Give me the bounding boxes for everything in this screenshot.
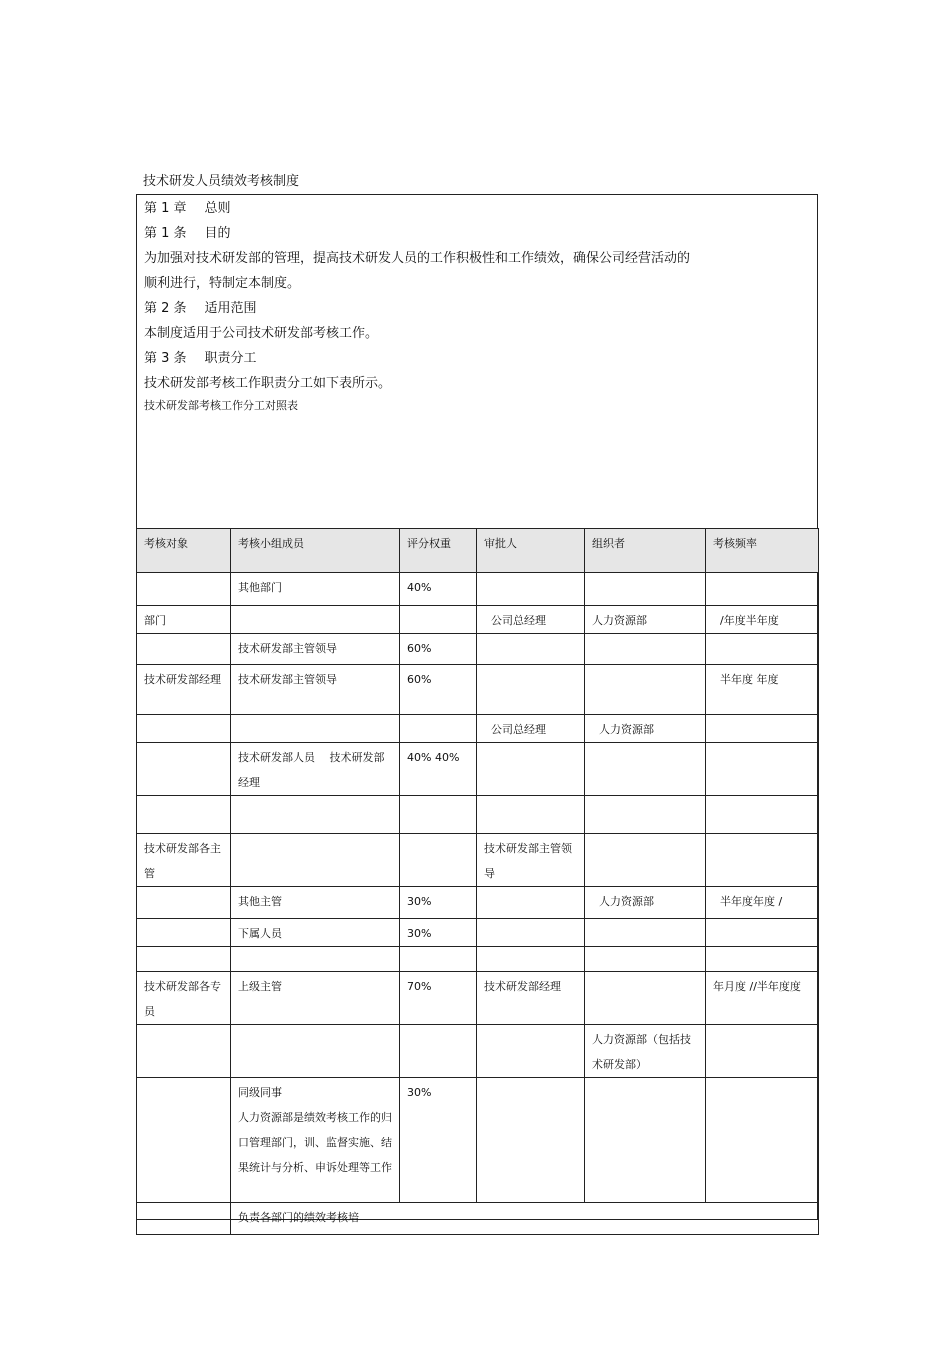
table-row [137,1025,819,1078]
table-row [137,972,819,1025]
table-cell [585,573,706,606]
table-cell [706,796,819,834]
table-cell [585,634,706,665]
table-cell [400,1025,477,1078]
table-cell [585,919,706,947]
table-cell [137,887,231,919]
header-cell: 考核频率 [706,529,819,573]
table-cell: /年度半年度 [706,606,819,634]
header-cell: 评分权重 [400,529,477,573]
table-cell [706,573,819,606]
table-cell [706,947,819,972]
table-cell [137,573,231,606]
table-cell: 60% [400,634,477,665]
table-cell [477,796,585,834]
table-cell [706,743,819,796]
table-cell: 40% 40% [400,743,477,796]
duty-table [136,528,819,1235]
table-cell: 30% [400,919,477,947]
table-row [137,665,819,715]
table-cell [231,947,400,972]
table-row [137,573,819,606]
table-cell [477,743,585,796]
table-cell [477,634,585,665]
table-cell: 公司总经理 [477,606,585,634]
table-row [137,1203,819,1235]
table-cell: 半年度年度 / [706,887,819,919]
table-cell: 40% [400,573,477,606]
table-cell [585,665,706,715]
table-cell [585,1078,706,1203]
table-cell: 人力资源部 [585,715,706,743]
table-cell [137,919,231,947]
table-cell [706,1078,819,1203]
table-cell [400,796,477,834]
table-cell [477,1025,585,1078]
table-row [137,606,819,634]
table-cell: 30% [400,887,477,919]
table-cell: 技术研发部各主管 [137,834,231,887]
document-title: 技术研发人员绩效考核制度 [143,174,300,189]
scope-text: 本制度适用于公司技术研发部考核工作。 [144,326,379,341]
table-cell: 人力资源部 [585,606,706,634]
table-cell: 技术研发部经理 [137,665,231,715]
table-cell [585,947,706,972]
table-cell [585,972,706,1025]
intro-section [137,195,817,529]
table-cell [137,634,231,665]
table-cell: 30% [400,1078,477,1203]
table-cell [137,1203,231,1235]
duty-text: 技术研发部考核工作职责分工如下表所示。 [144,376,392,391]
table-cell [137,1078,231,1203]
header-cell: 组织者 [585,529,706,573]
table-cell: 技术研发部主管领导 [231,665,400,715]
table-cell: 下属人员 [231,919,400,947]
table-cell [231,796,400,834]
table-cell [706,1025,819,1078]
table-cell: 技术研发部人员 技术研发部经理 [231,743,400,796]
table-cell: 人力资源部（包括技术研发部） [585,1025,706,1078]
table-row [137,919,819,947]
header-cell: 考核小组成员 [231,529,400,573]
header-cell: 审批人 [477,529,585,573]
table-cell: 人力资源部 [585,887,706,919]
table-row [137,947,819,972]
table-cell [137,947,231,972]
table-cell: 技术研发部经理 [477,972,585,1025]
table-cell [137,1025,231,1078]
table-cell [477,573,585,606]
table-cell: 部门 [137,606,231,634]
header-cell: 考核对象 [137,529,231,573]
table-cell [137,796,231,834]
table-cell: 70% [400,972,477,1025]
table-row [137,1078,819,1203]
purpose-text-line2: 顺利进行，特制定本制度。 [144,276,301,291]
table-cell [477,1078,585,1203]
article-2-heading: 第 2 条 适用范围 [144,301,257,316]
chapter-heading: 第 1 章 总则 [144,201,231,216]
table-cell [706,634,819,665]
table-cell [706,715,819,743]
table-row [137,743,819,796]
table-cell [585,743,706,796]
table-cell: 公司总经理 [477,715,585,743]
table-cell: 其他主管 [231,887,400,919]
article-3-heading: 第 3 条 职责分工 [144,351,257,366]
table-cell [400,834,477,887]
table-cell [477,887,585,919]
table-cell [477,947,585,972]
table-cell [231,715,400,743]
table-cell [400,606,477,634]
table-row [137,634,819,665]
document-frame [136,194,818,1224]
table-cell [231,1025,400,1078]
table-cell-last-row-text: 负责各部门的绩效考核培 [231,1203,819,1235]
table-cell [231,606,400,634]
table-cell: 技术研发部主管领导 [231,634,400,665]
table-cell [706,834,819,887]
table-cell: 半年度 年度 [706,665,819,715]
table-cell [585,796,706,834]
article-1-heading: 第 1 条 目的 [144,226,231,241]
table-cell [400,947,477,972]
table-row [137,796,819,834]
table-cell: 上级主管 [231,972,400,1025]
table-cell: 年月度 //半年度度 [706,972,819,1025]
table-cell [137,715,231,743]
table-cell [477,665,585,715]
table-caption: 技术研发部考核工作分工对照表 [144,399,298,412]
table-cell: 同级同事 人力资源部是绩效考核工作的归口管理部门，训、监督实施、结果统计与分析、申诉处理等工作 [231,1078,400,1203]
table-row [137,887,819,919]
purpose-text-line1: 为加强对技术研发部的管理，提高技术研发人员的工作积极性和工作绩效，确保公司经营活动的 [144,251,691,266]
table-row [137,834,819,887]
table-cell [477,919,585,947]
table-cell: 60% [400,665,477,715]
table-cell [585,834,706,887]
table-cell: 其他部门 [231,573,400,606]
table-cell [231,834,400,887]
table-header-row [137,529,819,573]
table-cell [137,743,231,796]
table-cell: 技术研发部主管领导 [477,834,585,887]
table-row [137,715,819,743]
table-cell: 技术研发部各专员 [137,972,231,1025]
table-cell [400,715,477,743]
table-cell [706,919,819,947]
